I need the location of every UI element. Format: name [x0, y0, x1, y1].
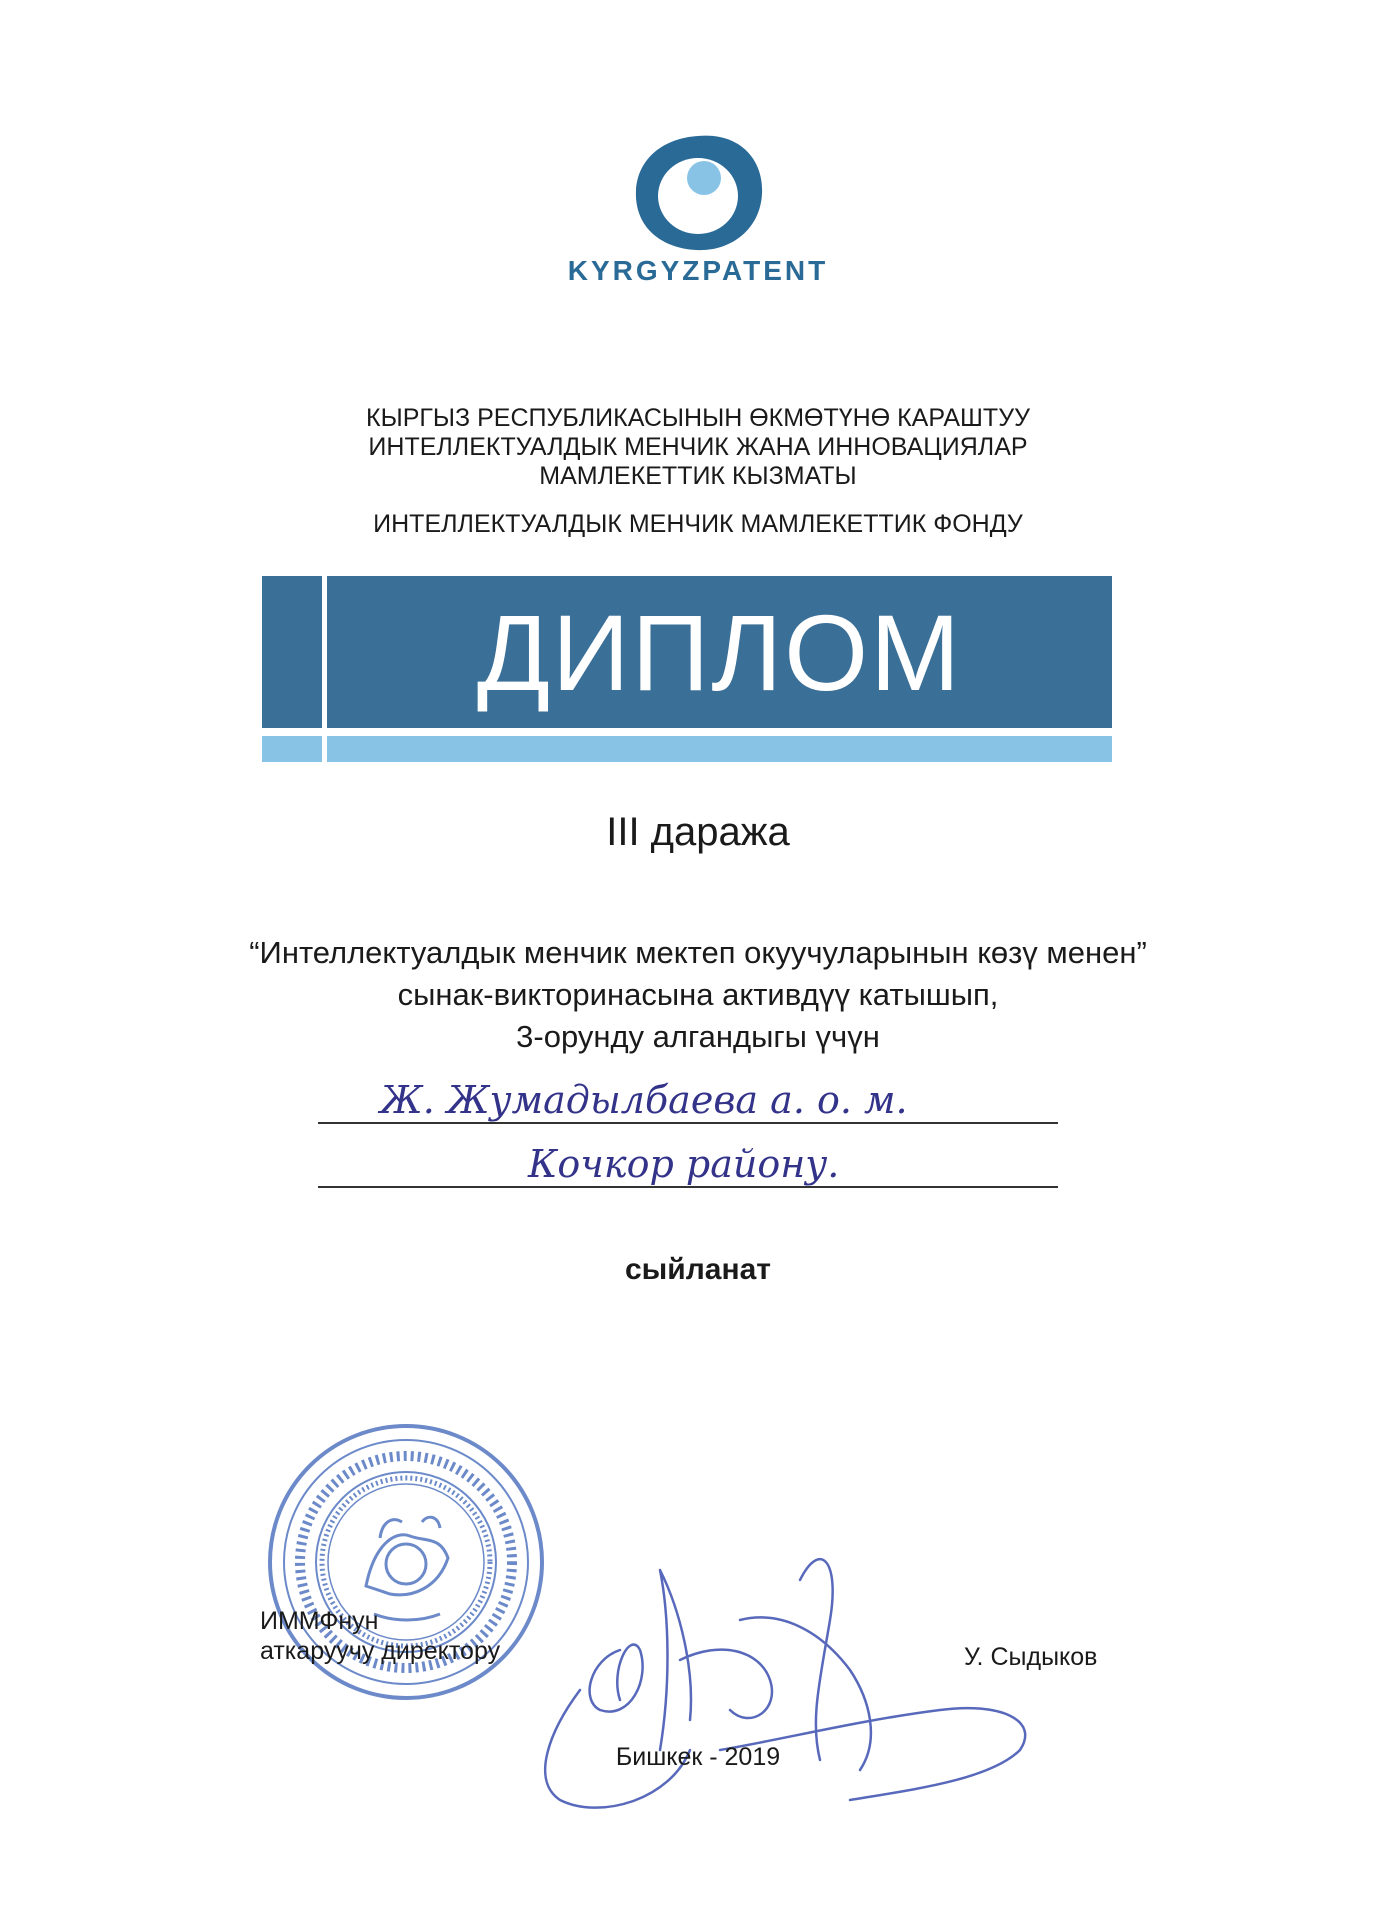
place-date: Бишкек - 2019	[615, 1743, 781, 1771]
signatory-name: У. Сыдыков	[964, 1643, 1098, 1671]
organization-header	[0, 404, 1396, 491]
awarded-label: сыйланат	[625, 1253, 771, 1286]
recipient-underline	[318, 1186, 1058, 1188]
organization-line: ИНТЕЛЛЕКТУАЛДЫК МЕНЧИК ЖАНА ИННОВАЦИЯЛАР	[368, 433, 1028, 461]
organization-line: МАМЛЕКЕТТИК КЫЗМАТЫ	[539, 462, 857, 490]
signatory-title-line: аткаруучу директору	[260, 1637, 501, 1665]
diploma-title: ДИПЛОМ	[476, 591, 963, 713]
recipient-underline	[318, 1122, 1058, 1124]
recipient-name-handwritten: Ж. Жумадылбаева а. о. м.	[380, 1078, 908, 1122]
brand-name: KYRGYZPATENT	[567, 255, 829, 286]
kyrgyzpatent-logo-icon	[630, 130, 766, 254]
signatory-title	[260, 1606, 500, 1666]
fund-name: ИНТЕЛЛЕКТУАЛДЫК МЕНЧИК МАМЛЕКЕТТИК ФОНДУ	[373, 510, 1023, 538]
organization-line: КЫРГЫЗ РЕСПУБЛИКАСЫНЫН ӨКМӨТҮНӨ КАРАШТУУ	[366, 404, 1030, 432]
reason-line: “Интеллектуалдык менчик мектеп окуучуларынын көзү менен”	[249, 935, 1147, 970]
signature-icon	[520, 1500, 1040, 1820]
signatory-title-line: ИММФнун	[260, 1607, 379, 1635]
award-reason	[0, 932, 1396, 1058]
reason-line: 3-орунду алгандыгы үчүн	[516, 1019, 880, 1054]
reason-line: сынак-викторинасына активдүү катышып,	[397, 977, 999, 1012]
recipient-district-handwritten: Кочкор району.	[528, 1142, 840, 1186]
degree-label: III даража	[606, 810, 790, 854]
banner-strip	[262, 736, 1112, 762]
